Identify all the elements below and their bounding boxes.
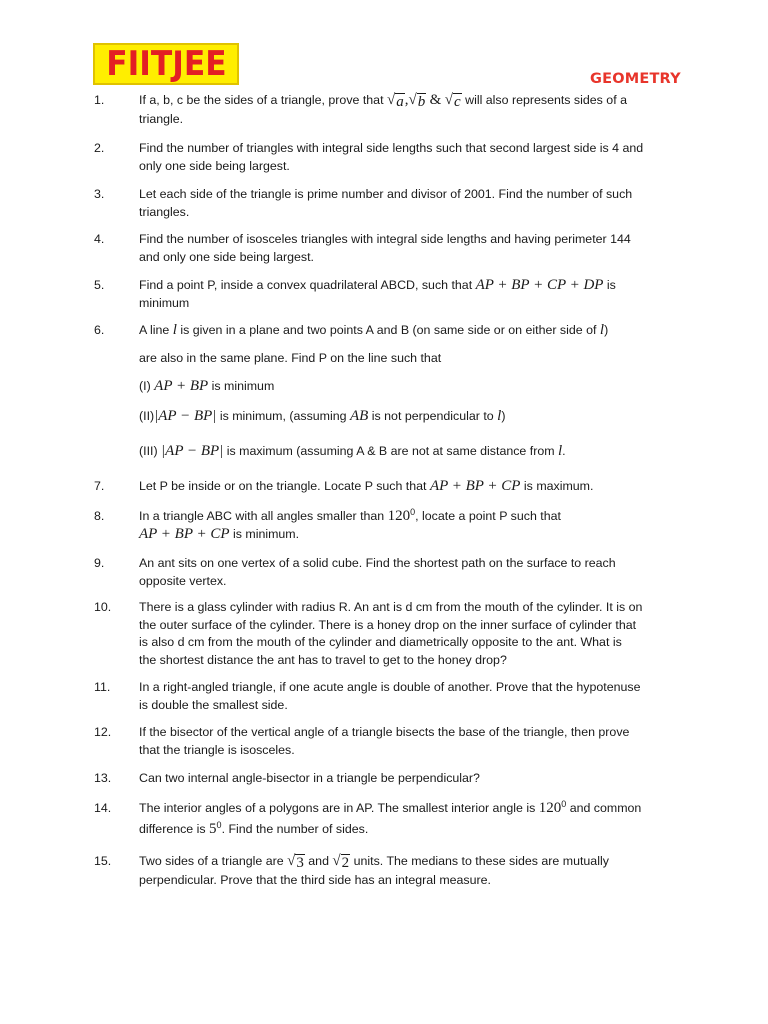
logo-text: FIITJEE [105,44,227,84]
question-number: 12. [94,725,112,739]
math-expression: |AP − BP| [154,408,217,424]
math-number: 120 [387,508,411,524]
question-number: 13. [94,771,112,785]
math-expression: AP + BP + CP + DP [475,277,604,293]
question-text: is minimum. [232,526,300,541]
question-6-part-1: (I) AP + BP is minimum [139,378,275,394]
sqrt-b: √ b [408,92,426,110]
question-text: perpendicular. Prove that the third side has an integral measure. [139,873,491,887]
question-text: If the bisector of the vertical angle of a triangle bisects the base of the triangle, then prove [139,725,630,739]
question-text: triangle. [139,112,184,126]
math-expression: AP + BP [154,378,209,394]
question-number: 3. [94,187,105,201]
question-text: the outer surface of the cylinder. There is a honey drop on the inner surface of cylinder that [139,617,637,632]
sqrt-a: √ a [386,92,404,110]
math-variable: l [599,322,605,338]
math-number: 120 [538,800,562,816]
question-number: 11. [94,680,111,694]
question-text: Can two internal angle-bisector in a triangle be perpendicular? [139,771,480,785]
question-text: The interior angles of a polygons are in AP. The smallest interior angle is [139,801,536,815]
question-number: 1. [94,93,105,107]
question-text: and common [569,801,642,815]
math-expression: AP + BP + CP [139,525,230,542]
sqrt-3: √ 3 [287,853,304,871]
question-text: the shortest distance the ant has to travel to get to the honey drop? [139,652,507,667]
sqrt-c: √ c [444,92,461,110]
question-text: Let P be inside or on the triangle. Locate P such that [139,479,427,493]
question-text: triangles. [139,204,190,219]
question-text: is [606,278,616,292]
math-variable: AB [349,408,369,424]
question-number: 8. [94,509,105,523]
math-expression: |AP − BP| [161,443,224,459]
question-text: If a, b, c be the sides of a triangle, prove that [139,93,384,107]
question-text: Find the number of isosceles triangles with integral side lengths and having perimeter 144 [139,232,631,246]
question-text: will also represents sides of a [465,93,627,107]
question-text: Find the number of triangles with integral side lengths such that second largest side is 4 and [139,141,644,155]
question-text: is double the smallest side. [139,697,288,712]
math-number: 5 [209,821,217,837]
question-number: 15. [94,854,112,868]
question-text: Two sides of a triangle are [139,854,284,868]
question-6-line-2: are also in the same plane. Find P on the line such that [139,351,442,365]
question-text: In a triangle ABC with all angles smaller than [139,509,385,523]
math-variable: l [497,408,502,424]
question-text: difference is [139,822,206,836]
question-number: 4. [94,232,105,246]
question-6-part-3: (III) |AP − BP| is maximum (assuming A & B are not at same distance from l. [139,443,566,459]
question-text: is also d cm from the mouth of the cylinder and diametrically opposite to the ant. What is [139,635,622,649]
question-text: An ant sits on one vertex of a solid cube. Find the shortest path on the surface to reach [139,556,616,570]
question-number: 5. [94,278,105,292]
question-text: A line [139,323,170,337]
math-expression: AP + BP + CP [429,478,521,494]
sqrt-2: √ 2 [332,853,350,871]
question-text: and [308,854,329,868]
question-6-part-2: (II)|AP − BP| is minimum, (assuming AB is not perpendicular to l) [139,408,506,424]
question-number: 6. [94,323,105,337]
question-text: In a right-angled triangle, if one acute angle is double of another. Prove that the hypotenuse [139,680,641,694]
question-text: that the triangle is isosceles. [139,742,295,757]
question-text: opposite vertex. [139,573,227,588]
question-text: There is a glass cylinder with radius R. An ant is d cm from the mouth of the cylinder. It is on [139,600,643,614]
math-variable: l [172,322,177,338]
question-text: , locate a point P such that [415,509,561,523]
question-text: is maximum. [523,479,594,493]
question-number: 2. [94,141,105,155]
question-number: 9. [94,556,105,570]
question-text: Let each side of the triangle is prime number and divisor of 2001. Find the number of such [139,187,633,201]
math-variable: l [558,443,563,459]
question-number: 10. [94,600,112,614]
question-text: Find a point P, inside a convex quadrilateral ABCD, such that [139,278,473,292]
fiitjee-logo [93,43,239,85]
question-number: 14. [94,801,112,815]
question-text: units. The medians to these sides are mutually [353,854,609,868]
question-text: is given in a plane and two points A and B (on same side or on either side of [180,323,597,337]
question-text: minimum [139,295,190,310]
question-text: only one side being largest. [139,158,290,173]
question-text: . Find the number of sides. [221,822,369,836]
document-title: GEOMETRY [590,71,681,87]
question-number: 7. [94,479,105,493]
question-text: and only one side being largest. [139,249,314,264]
